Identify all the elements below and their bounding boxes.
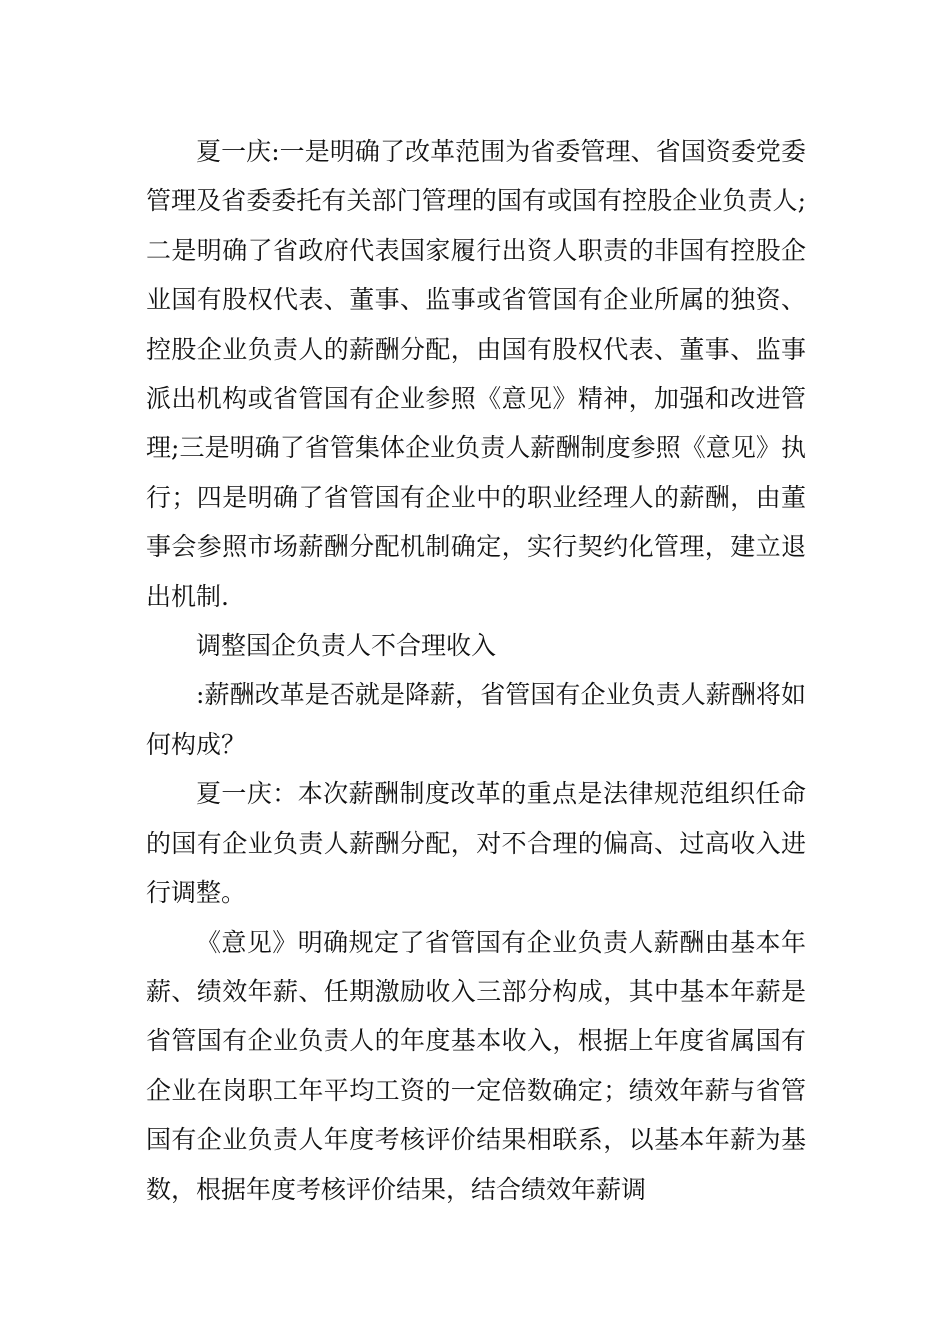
paragraph-reform-scope: 夏一庆:一是明确了改革范围为省委管理、省国资委党委管理及省委委托有关部门管理的国有或国有控股企业负责人;二是明确了省政府代表国家履行出资人职责的非国有控股企业国有股权代表、董事、监事或省管国有企业所属的独资、控股企业负责人的薪酬分配，由国有股权代表、董事、监事派出机构或省管国有企业参照《意见》精神，加强和改进管理;三是明确了省管集体企业负责人薪酬制度参照《意见》执行；四是明确了省管国有企业中的职业经理人的薪酬，由董事会参照市场薪酬分配机制确定，实行契约化管理，建立退出机制. [146, 137, 806, 611]
section-heading: 调整国企负责人不合理收入 [196, 631, 497, 661]
document-page [146, 127, 806, 1214]
paragraph-answer: 夏一庆：本次薪酬制度改革的重点是法律规范组织任命的国有企业负责人薪酬分配，对不合理的偏高、过高收入进行调整。 [146, 779, 806, 908]
paragraph-salary-structure: 《意见》明确规定了省管国有企业负责人薪酬由基本年薪、绩效年薪、任期激励收入三部分构成，其中基本年薪是省管国有企业负责人的年度基本收入，根据上年度省属国有企业在岗职工年平均工资的一定倍数确定；绩效年薪与省管国有企业负责人年度考核评价结果相联系，以基本年薪为基数，根据年度考核评价结果，结合绩效年薪调 [146, 927, 806, 1204]
paragraph-question: :薪酬改革是否就是降薪，省管国有企业负责人薪酬将如何构成？ [146, 680, 806, 759]
